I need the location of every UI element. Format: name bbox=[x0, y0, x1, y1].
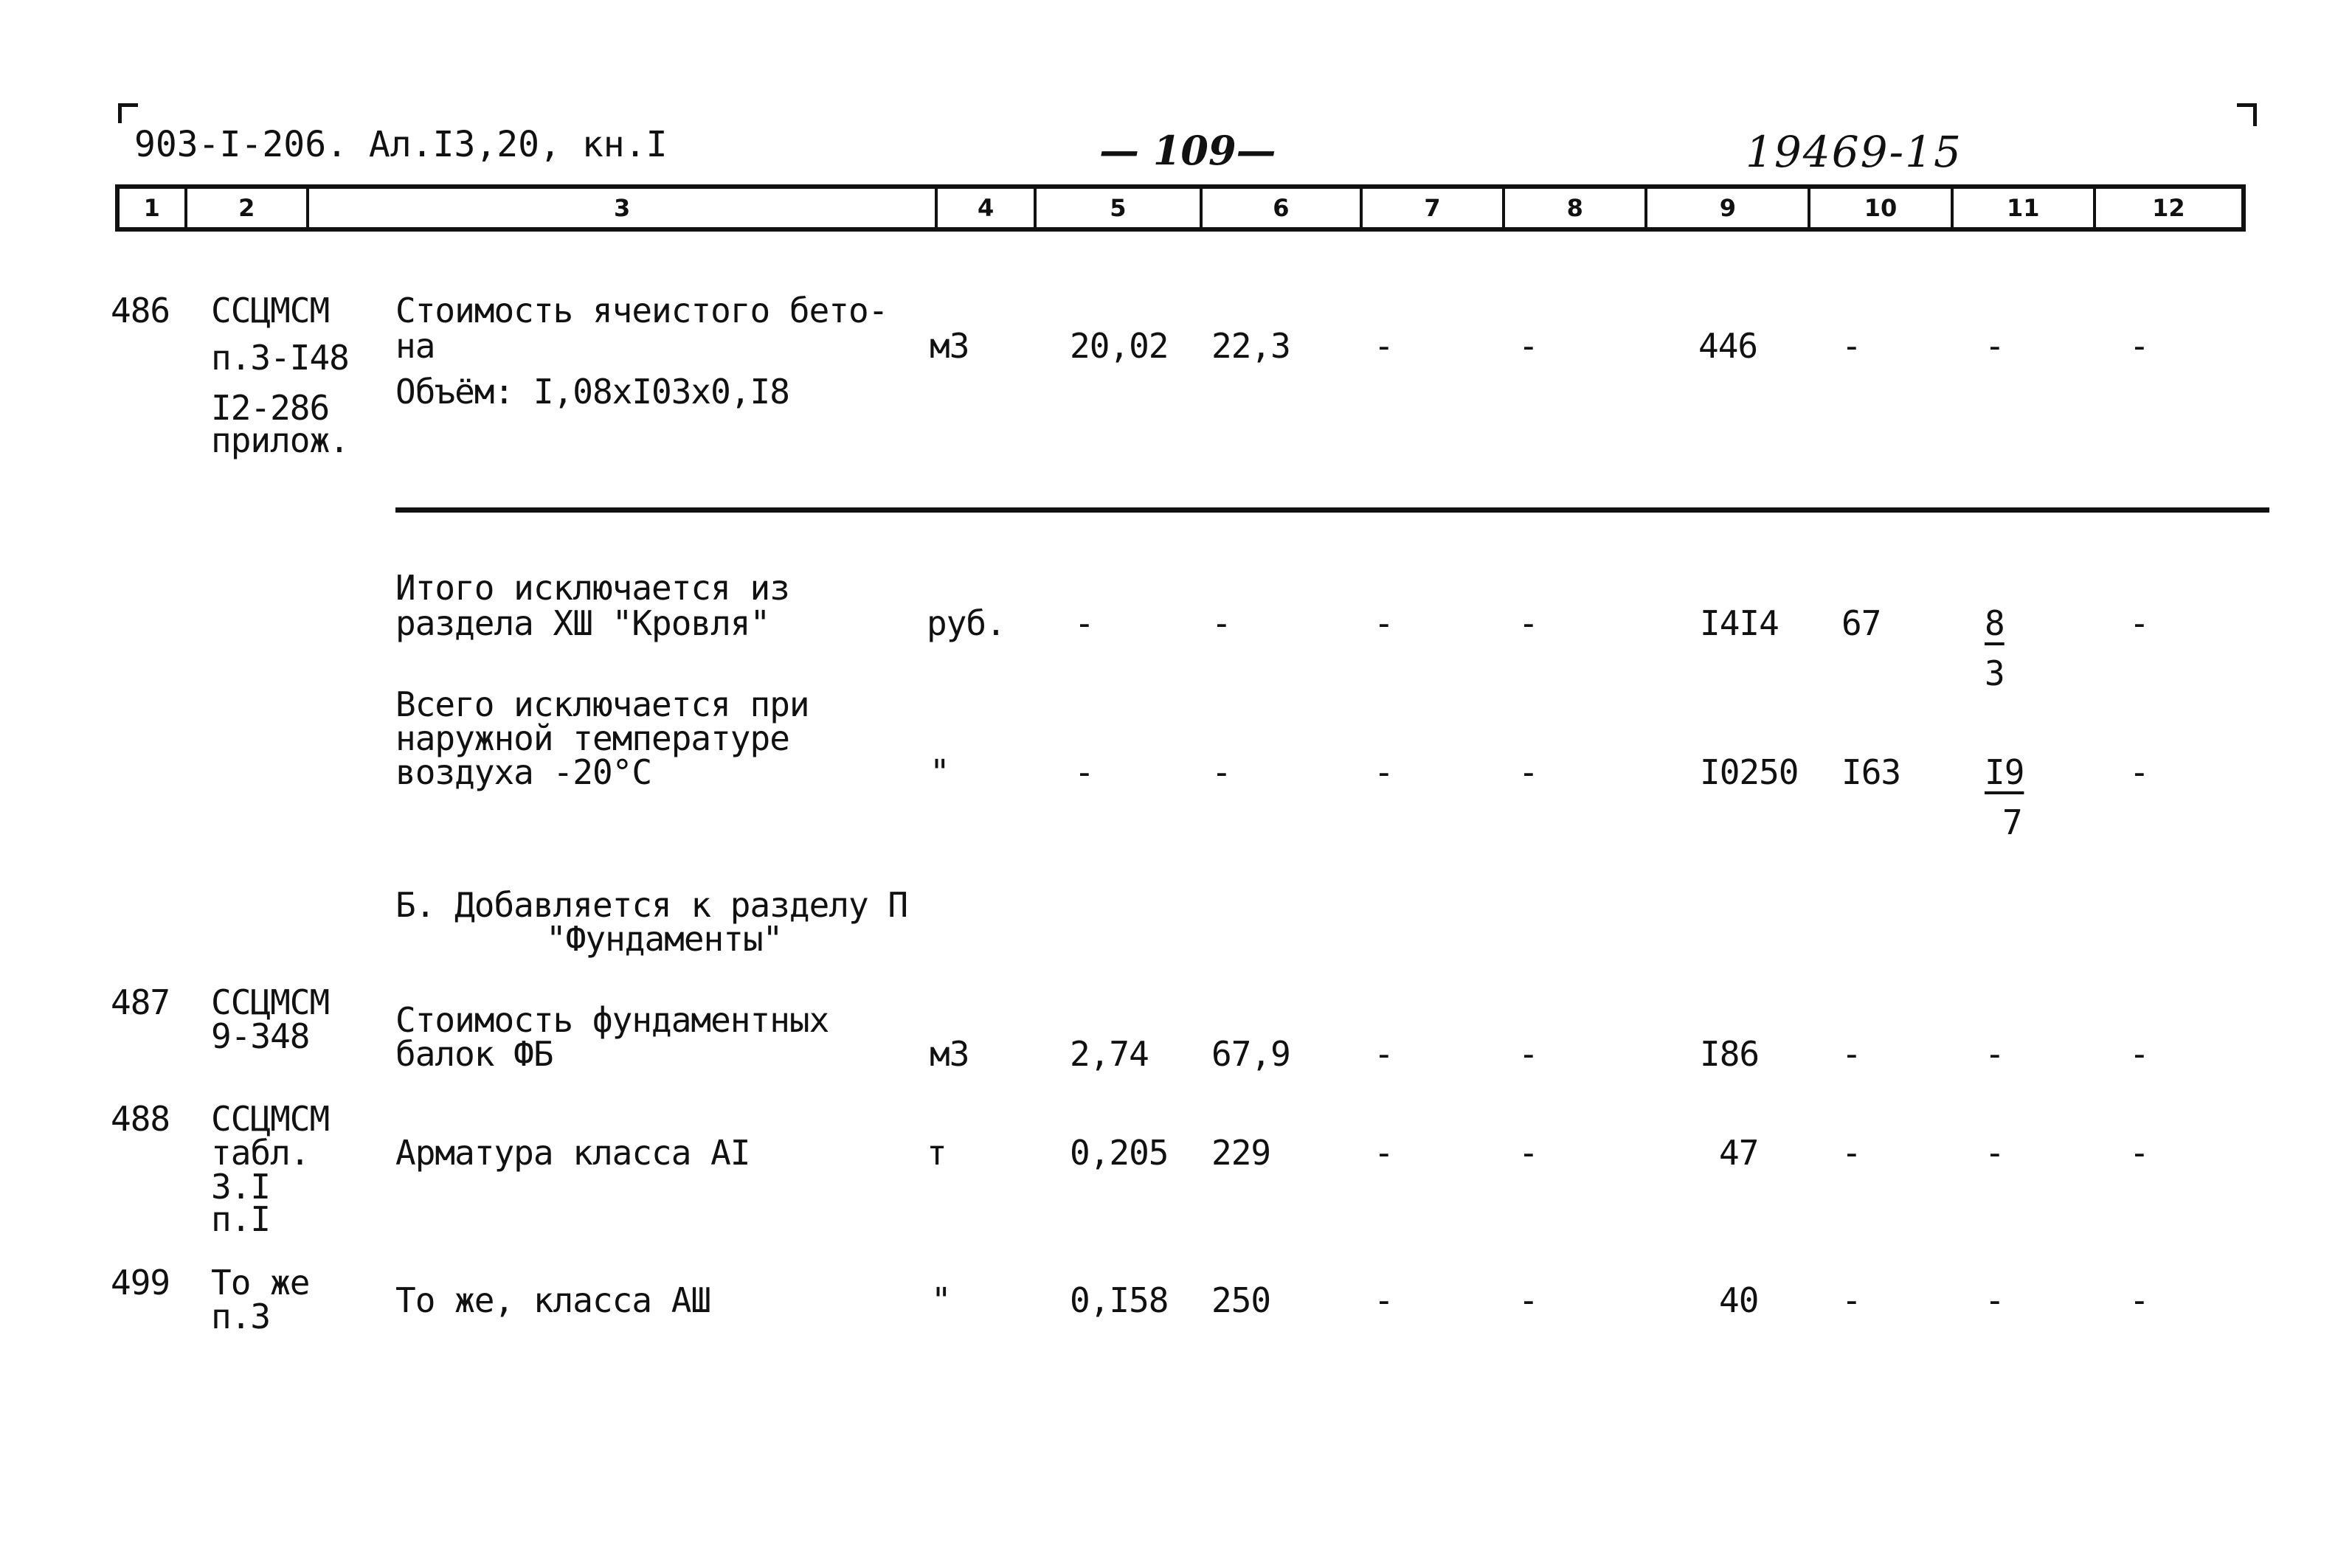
col12-value: - bbox=[2129, 603, 2149, 643]
desc-line: То же, класса АШ bbox=[395, 1280, 711, 1320]
ref-line: 9-348 bbox=[211, 1016, 310, 1056]
price: - bbox=[1211, 603, 1231, 643]
quantity: 0,I58 bbox=[1070, 1280, 1169, 1320]
ref-line: ССЦМСМ bbox=[211, 291, 330, 330]
desc-line: на bbox=[395, 326, 435, 366]
desc-line: Арматура класса АI bbox=[395, 1133, 750, 1173]
section-divider bbox=[395, 507, 2269, 513]
quantity: 2,74 bbox=[1070, 1034, 1149, 1074]
quantity: - bbox=[1074, 603, 1094, 643]
row-number: 488 bbox=[111, 1099, 170, 1139]
col8-value: - bbox=[1518, 1133, 1538, 1173]
desc-line: Стоимость фундаментных bbox=[395, 1000, 829, 1040]
col10-value: I63 bbox=[1841, 752, 1901, 792]
col12-value: - bbox=[2129, 752, 2149, 792]
desc-line: Всего исключается при bbox=[395, 684, 809, 724]
dash-right: — bbox=[1236, 127, 1276, 174]
ref-line: То же bbox=[211, 1263, 310, 1302]
price: - bbox=[1211, 752, 1231, 792]
document-code: 903-I-206. Ал.I3,20, кн.I bbox=[134, 124, 668, 165]
col11-value: - bbox=[1985, 326, 2005, 366]
ref-line: п.3 bbox=[211, 1297, 271, 1336]
desc-line: Итого исключается из bbox=[395, 568, 789, 608]
col7-value: - bbox=[1374, 326, 1394, 366]
col8-value: - bbox=[1518, 326, 1538, 366]
dash-left: — bbox=[1099, 127, 1153, 174]
corner-mark-top-right bbox=[2237, 103, 2257, 126]
desc-line: наружной температуре bbox=[395, 718, 789, 758]
desc-line: раздела XШ "Кровля" bbox=[395, 603, 770, 643]
col11-value: - bbox=[1985, 1034, 2005, 1074]
col11-numerator: 8 bbox=[1985, 603, 2005, 643]
col-header-1: 1 bbox=[120, 189, 187, 227]
quantity: 20,02 bbox=[1070, 326, 1169, 366]
col11-value: - bbox=[1985, 1280, 2005, 1320]
col-header-10: 10 bbox=[1810, 189, 1953, 227]
total: 40 bbox=[1719, 1280, 1759, 1320]
col12-value: - bbox=[2129, 1280, 2149, 1320]
total: 47 bbox=[1719, 1133, 1759, 1173]
col11-denominator: 7 bbox=[2002, 802, 2022, 842]
price: 67,9 bbox=[1211, 1034, 1290, 1074]
price: 22,3 bbox=[1211, 326, 1290, 366]
corner-mark-top-left bbox=[118, 103, 138, 123]
col7-value: - bbox=[1374, 752, 1394, 792]
unit: " bbox=[931, 1280, 951, 1320]
col-header-6: 6 bbox=[1203, 189, 1363, 227]
row-number: 499 bbox=[111, 1263, 170, 1302]
col-header-8: 8 bbox=[1505, 189, 1647, 227]
col10-value: - bbox=[1841, 1280, 1861, 1320]
col8-value: - bbox=[1518, 1280, 1538, 1320]
quantity: - bbox=[1074, 752, 1094, 792]
col12-value: - bbox=[2129, 326, 2149, 366]
price: 229 bbox=[1211, 1133, 1271, 1173]
col-header-11: 11 bbox=[1954, 189, 2096, 227]
ref-line: п.I bbox=[211, 1199, 271, 1239]
col8-value: - bbox=[1518, 1034, 1538, 1074]
col10-value: - bbox=[1841, 1133, 1861, 1173]
ref-line: ССЦМСМ bbox=[211, 1099, 330, 1139]
ref-line: 3.I bbox=[211, 1167, 271, 1207]
total: I4I4 bbox=[1700, 603, 1779, 643]
col-header-7: 7 bbox=[1363, 189, 1505, 227]
col11-value: - bbox=[1985, 1133, 2005, 1173]
section-heading-line: "Фундаменты" bbox=[546, 919, 783, 959]
ref-line: ССЦМСМ bbox=[211, 982, 330, 1022]
col-header-12: 12 bbox=[2152, 194, 2185, 222]
desc-line: Объём: I,08хI03х0,I8 bbox=[395, 372, 789, 412]
total: 446 bbox=[1698, 326, 1758, 366]
col8-value: - bbox=[1518, 603, 1538, 643]
col-header-4: 4 bbox=[938, 189, 1036, 227]
col-header-2: 2 bbox=[187, 189, 309, 227]
unit: " bbox=[930, 752, 950, 792]
col7-value: - bbox=[1374, 1280, 1394, 1320]
row-number: 486 bbox=[111, 291, 170, 330]
total: I0250 bbox=[1700, 752, 1799, 792]
ref-line: I2-286 bbox=[211, 388, 330, 428]
section-heading-line: Б. Добавляется к разделу П bbox=[395, 885, 908, 925]
desc-line: воздуха -20°С bbox=[395, 752, 652, 792]
total: I86 bbox=[1700, 1034, 1760, 1074]
ref-line: п.3-I48 bbox=[211, 338, 349, 378]
col12-value: - bbox=[2129, 1133, 2149, 1173]
col7-value: - bbox=[1374, 1034, 1394, 1074]
archive-number: 19469-15 bbox=[1746, 127, 1962, 177]
unit: т bbox=[927, 1133, 947, 1173]
col11-numerator: I9 bbox=[1985, 752, 2024, 792]
col-header-3: 3 bbox=[309, 189, 938, 227]
ref-line: прилож. bbox=[211, 420, 349, 460]
column-header-row bbox=[115, 184, 2246, 232]
col7-value: - bbox=[1374, 1133, 1394, 1173]
col-header-9: 9 bbox=[1647, 189, 1810, 227]
price: 250 bbox=[1211, 1280, 1271, 1320]
unit: руб. bbox=[927, 603, 1006, 643]
ref-line: табл. bbox=[211, 1133, 310, 1173]
col7-value: - bbox=[1374, 603, 1394, 643]
unit: м3 bbox=[930, 326, 969, 366]
page-number: 109 bbox=[1152, 127, 1236, 174]
row-number: 487 bbox=[111, 982, 170, 1022]
col-header-5: 5 bbox=[1037, 189, 1203, 227]
page-number-block bbox=[1099, 127, 1276, 174]
desc-line: Стоимость ячеистого бето- bbox=[395, 291, 888, 330]
unit: м3 bbox=[930, 1034, 969, 1074]
col10-value: - bbox=[1841, 326, 1861, 366]
col11-denominator: 3 bbox=[1985, 653, 2005, 693]
quantity: 0,205 bbox=[1070, 1133, 1169, 1173]
desc-line: балок ФБ bbox=[395, 1034, 553, 1074]
col10-value: - bbox=[1841, 1034, 1861, 1074]
col10-value: 67 bbox=[1841, 603, 1881, 643]
col8-value: - bbox=[1518, 752, 1538, 792]
col12-value: - bbox=[2129, 1034, 2149, 1074]
